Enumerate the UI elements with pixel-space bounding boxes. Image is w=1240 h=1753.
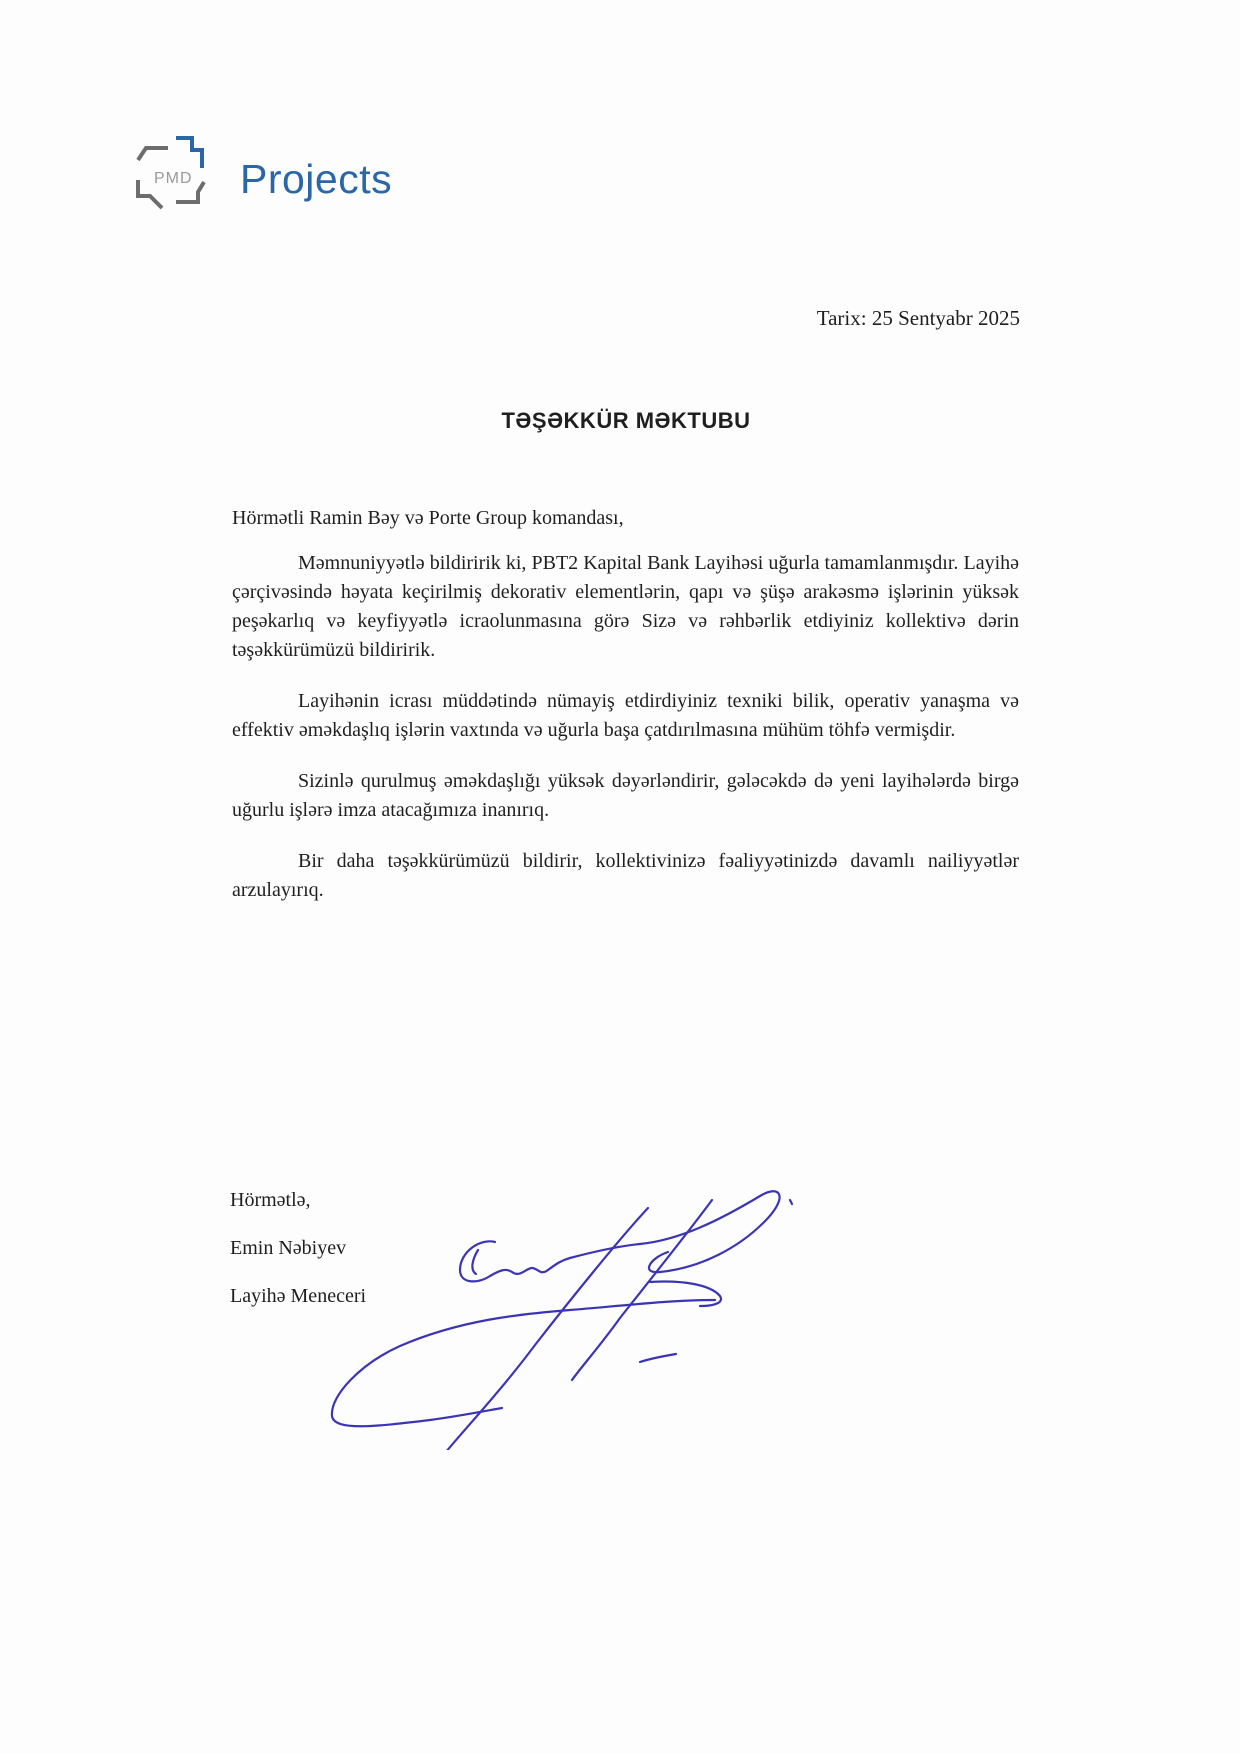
letter-date: Tarix: 25 Sentyabr 2025 [816,306,1020,330]
body-paragraph: Layihənin icrası müddətində nümayiş etdirdiyiniz texniki bilik, operativ yanaşma və effektiv əməkdaşlıq işlərin vaxtında və uğurla başa çatdırılmasına mühüm töhfə vermişdir. [232,690,1019,741]
logo-mark-text: PMD [154,170,193,187]
signoff-closing: Hörmətlə, [230,1189,311,1211]
letter-greeting: Hörmətli Ramin Bəy və Porte Group komandası, [232,507,624,529]
signer-name: Emin Nəbiyev [230,1237,347,1259]
body-paragraph: Sizinlə qurulmuş əməkdaşlığı yüksək dəyərləndirir, gələcəkdə də yeni layihələrdə birgə uğurlu işlərə imza atacağımıza inanırıq. [232,770,1019,821]
body-paragraph: Bir daha təşəkkürümüzü bildirir, kollektivinizə fəaliyyətinizdə davamlı nailiyyətlər arzulayırıq. [232,850,1019,901]
logo-wordmark: Projects [240,156,393,202]
body-paragraph: Məmnuniyyətlə bildiririk ki, PBT2 Kapital Bank Layihəsi uğurla tamamlanmışdır. Layihə çərçivəsində həyata keçirilmiş dekorativ elementlərin, qapı və şüşə arakəsmə işlərinin yüksək peşəkarlıq və keyfiyyətlə icraolunmasına görə Sizə və rəhbərlik etdiyiniz kollektivə dərin təşəkkürümüzü bildiririk. [232,552,1019,661]
company-logo [128,130,428,230]
handwritten-signature [320,1160,800,1450]
letter-body [232,504,1019,927]
letter-title: TƏŞƏKKÜR MƏKTUBU [501,408,751,433]
signer-position: Layihə Meneceri [230,1285,367,1307]
